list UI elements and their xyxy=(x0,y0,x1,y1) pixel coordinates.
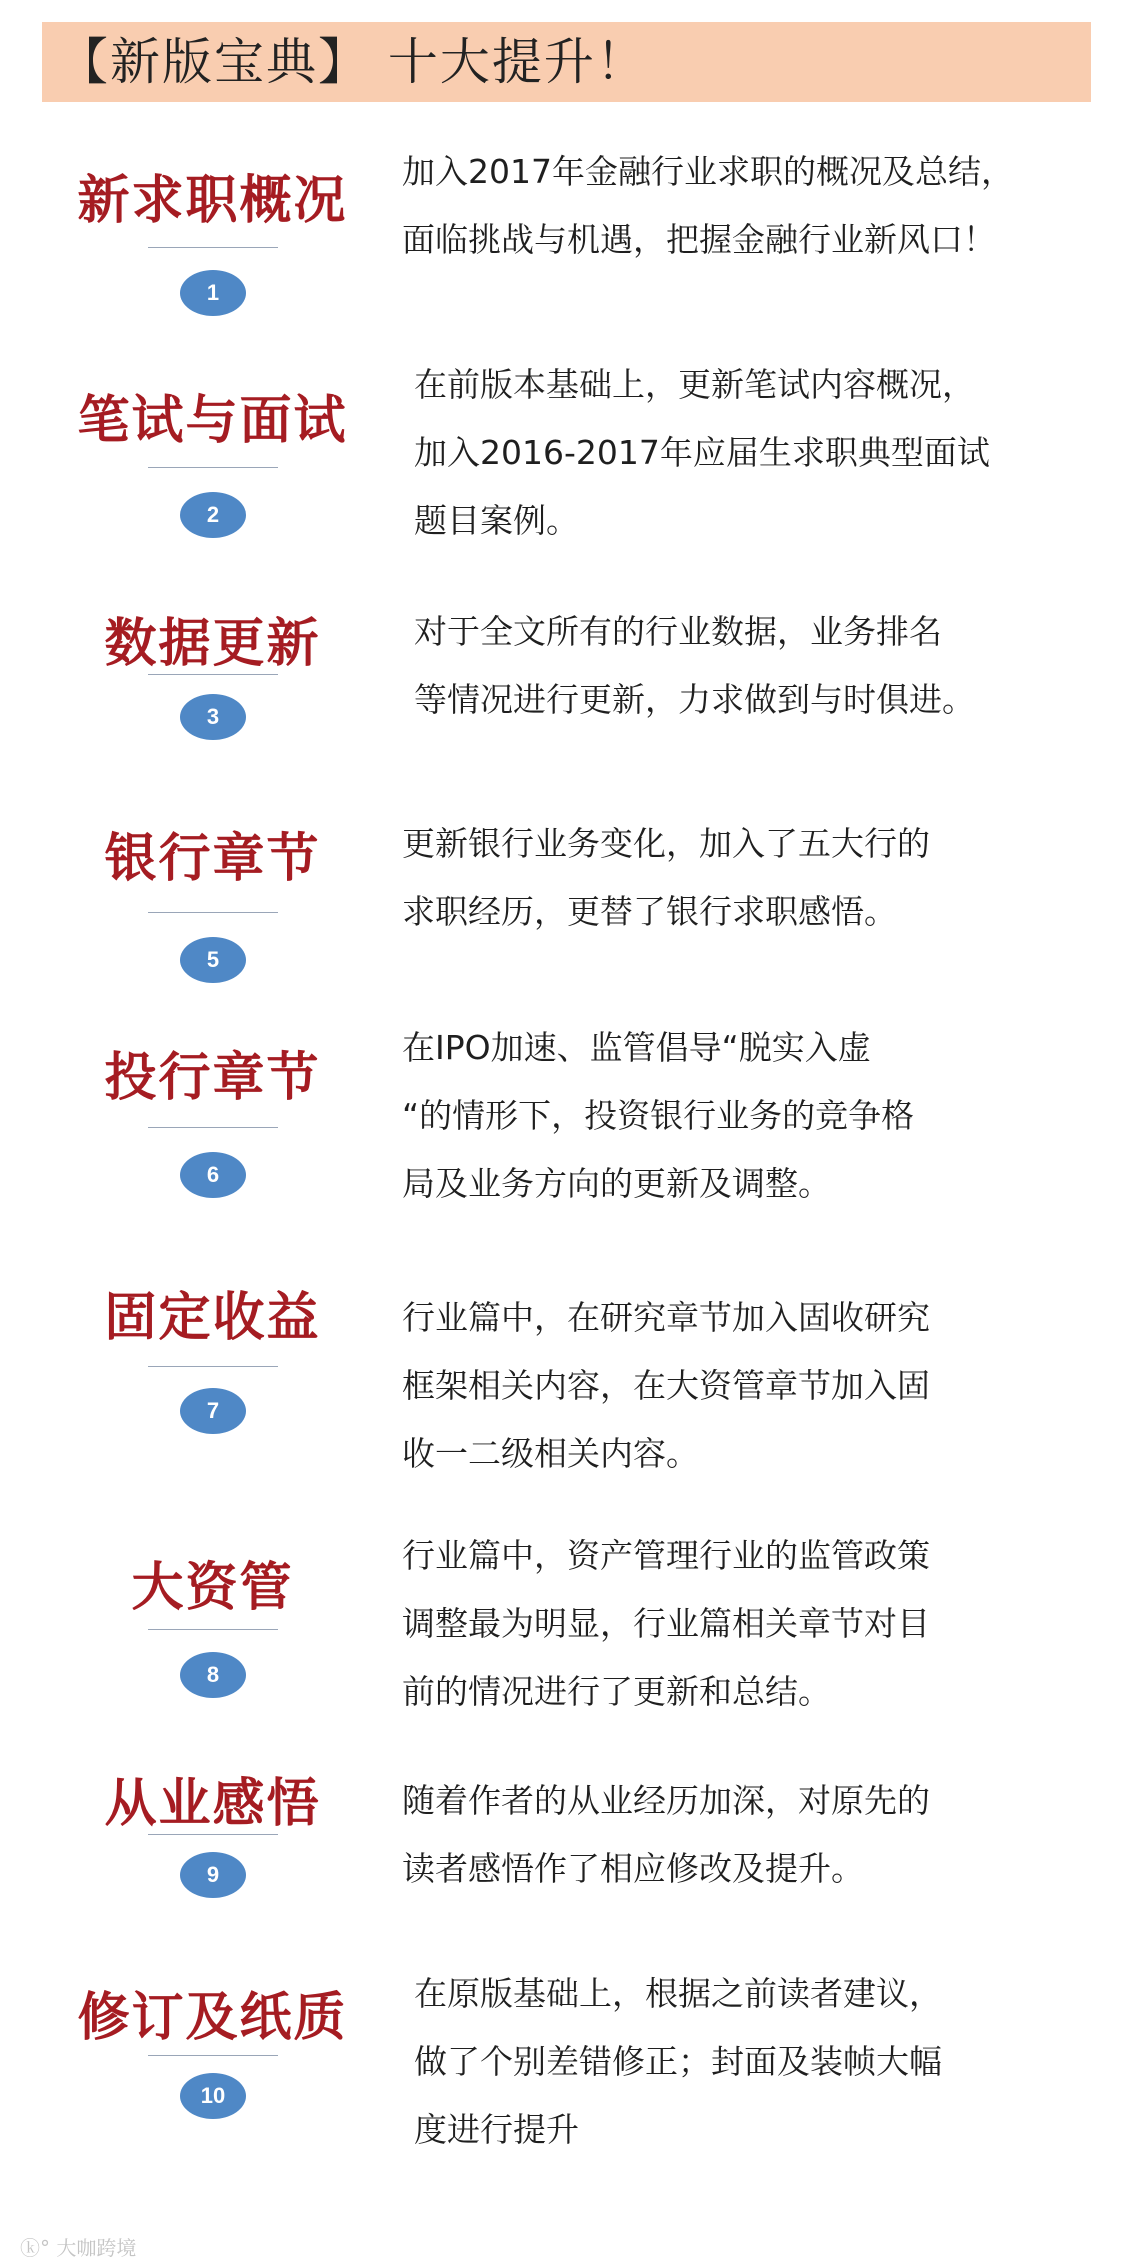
divider xyxy=(148,467,278,468)
feature-description xyxy=(402,1522,1092,1726)
feature-title: 投行章节 xyxy=(104,1047,321,1108)
number-badge: 1 xyxy=(180,270,246,316)
description-line: 随着作者的从业经历加深，对原先的 xyxy=(402,1781,930,1820)
feature-description xyxy=(414,1960,1104,2164)
description-line: 框架相关内容，在大资管章节加入固 xyxy=(402,1366,930,1405)
feature-title: 新求职概况 xyxy=(77,170,348,231)
number-badge: 6 xyxy=(180,1152,246,1198)
feature-title: 固定收益 xyxy=(104,1287,321,1348)
description-line: 加入2016-2017年应届生求职典型面试 xyxy=(414,433,990,472)
description-line: 等情况进行更新，力求做到与时俱进。 xyxy=(414,680,975,719)
description-line: 题目案例。 xyxy=(414,501,579,540)
description-line: 局及业务方向的更新及调整。 xyxy=(402,1164,831,1203)
feature-title: 笔试与面试 xyxy=(77,390,348,451)
divider xyxy=(148,1366,278,1367)
description-line: 读者感悟作了相应修改及提升。 xyxy=(402,1849,864,1888)
number-badge: 8 xyxy=(180,1652,246,1698)
description-line: 调整最为明显，行业篇相关章节对目 xyxy=(402,1604,930,1643)
feature-description xyxy=(402,1767,1092,1903)
feature-description xyxy=(402,1014,1092,1218)
divider xyxy=(148,1629,278,1630)
feature-description xyxy=(414,598,1104,734)
description-line: 在前版本基础上，更新笔试内容概况， xyxy=(414,365,975,404)
description-line: 更新银行业务变化，加入了五大行的 xyxy=(402,824,930,863)
description-line: 行业篇中，在研究章节加入固收研究 xyxy=(402,1298,930,1337)
feature-title: 大资管 xyxy=(131,1557,294,1618)
watermark-text: 大咖跨境 xyxy=(56,2236,137,2260)
description-line: 收一二级相关内容。 xyxy=(402,1434,699,1473)
watermark xyxy=(20,2232,136,2261)
divider xyxy=(148,1834,278,1835)
number-badge: 5 xyxy=(180,937,246,983)
number-badge: 7 xyxy=(180,1388,246,1434)
feature-title: 修订及纸质 xyxy=(77,1987,348,2048)
description-line: “的情形下，投资银行业务的竞争格 xyxy=(402,1096,915,1135)
description-line: 求职经历，更替了银行求职感悟。 xyxy=(402,892,897,931)
divider xyxy=(148,912,278,913)
description-line: 前的情况进行了更新和总结。 xyxy=(402,1672,831,1711)
divider xyxy=(148,247,278,248)
description-line: 对于全文所有的行业数据，业务排名 xyxy=(414,612,942,651)
page-title: 【新版宝典】 十大提升！ xyxy=(58,33,648,91)
description-line: 面临挑战与机遇，把握金融行业新风口！ xyxy=(402,220,996,259)
divider xyxy=(148,1127,278,1128)
divider xyxy=(148,674,278,675)
feature-description xyxy=(402,1284,1092,1488)
feature-title: 从业感悟 xyxy=(104,1773,321,1834)
description-line: 在IPO加速、监管倡导“脱实入虚 xyxy=(402,1028,871,1067)
description-line: 行业篇中，资产管理行业的监管政策 xyxy=(402,1536,930,1575)
description-line: 加入2017年金融行业求职的概况及总结， xyxy=(402,152,1014,191)
feature-description xyxy=(414,351,1104,555)
feature-description xyxy=(402,810,1092,946)
feature-title: 数据更新 xyxy=(104,613,321,674)
feature-title: 银行章节 xyxy=(104,828,321,889)
description-line: 做了个别差错修正；封面及装帧大幅 xyxy=(414,2042,942,2081)
feature-description xyxy=(402,138,1092,274)
number-badge: 2 xyxy=(180,492,246,538)
watermark-logo-icon: ⓚ° xyxy=(20,2236,57,2260)
number-badge: 10 xyxy=(180,2073,246,2119)
description-line: 在原版基础上，根据之前读者建议， xyxy=(414,1974,942,2013)
number-badge: 3 xyxy=(180,694,246,740)
description-line: 度进行提升 xyxy=(414,2110,579,2149)
number-badge: 9 xyxy=(180,1852,246,1898)
divider xyxy=(148,2055,278,2056)
